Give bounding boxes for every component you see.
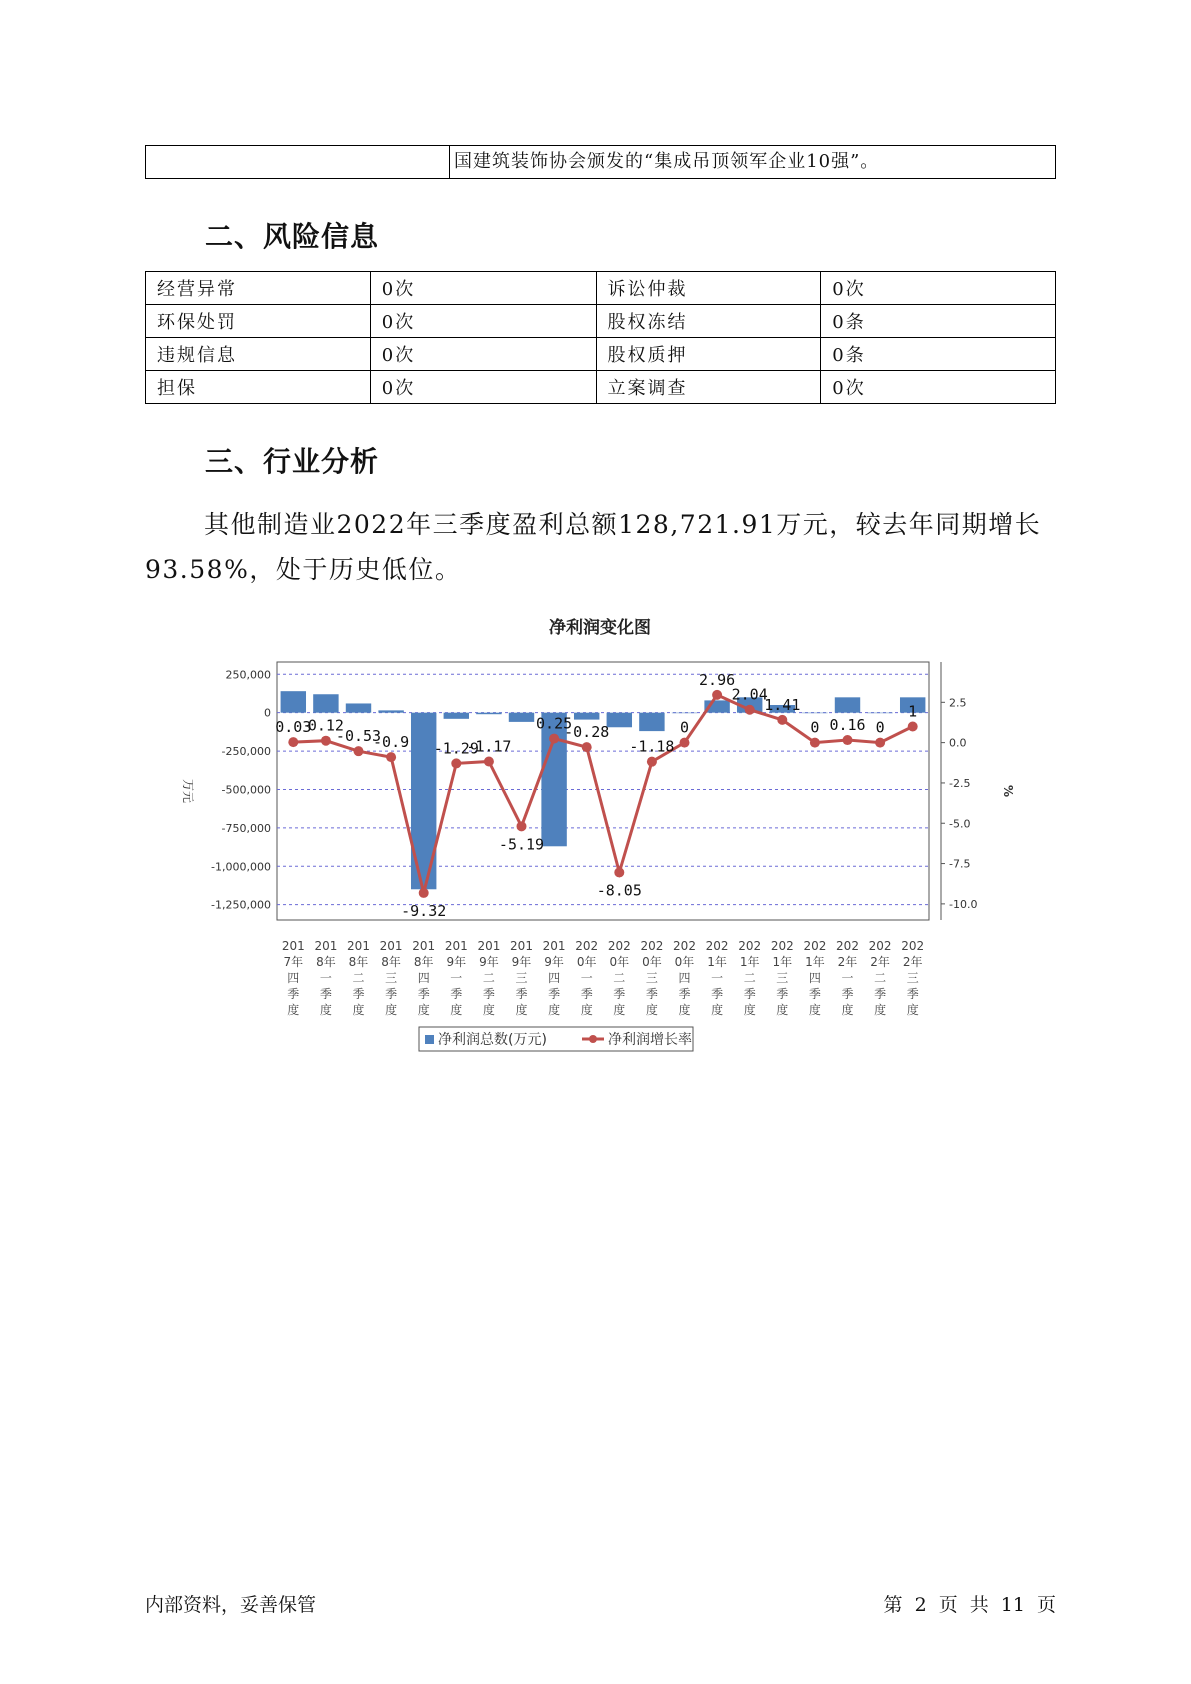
category-tick-label: 201 xyxy=(444,939,468,953)
risk-value: 0条 xyxy=(821,305,1056,338)
risk-section-heading: 二、风险信息 xyxy=(205,220,380,253)
category-tick-label: 度 xyxy=(515,1003,528,1017)
category-tick-label: 度 xyxy=(580,1003,593,1017)
risk-value: 0次 xyxy=(370,272,596,305)
category-tick-label: 2年 xyxy=(902,955,923,969)
category-tick-label: 度 xyxy=(482,1003,495,1017)
point-data-label: -5.19 xyxy=(498,835,545,854)
risk-table xyxy=(145,271,1056,404)
table-row xyxy=(146,371,1056,404)
bar xyxy=(574,713,599,720)
category-tick-label: 度 xyxy=(678,1003,691,1017)
line-point xyxy=(484,756,494,766)
category-tick-label: 度 xyxy=(417,1003,430,1017)
category-tick-label: 9年 xyxy=(479,955,499,969)
category-tick-label: 201 xyxy=(347,939,370,953)
point-data-label: 2.04 xyxy=(731,685,768,704)
line-point xyxy=(875,738,885,748)
category-tick-label: 202 xyxy=(575,939,599,953)
category-tick-label: 三 xyxy=(385,971,398,985)
category-tick-label: 季 xyxy=(319,987,332,1001)
category-tick-label: 1年 xyxy=(739,955,760,969)
risk-label: 违规信息 xyxy=(146,338,371,371)
category-tick-label: 202 xyxy=(770,939,794,953)
table-row xyxy=(146,305,1056,338)
line-point xyxy=(810,738,820,748)
category-tick-label: 季 xyxy=(874,987,887,1001)
left-tick-label: -750,000 xyxy=(221,821,271,835)
category-tick-label: 202 xyxy=(901,939,925,953)
bar xyxy=(607,713,632,728)
category-tick-label: 1年 xyxy=(805,955,825,969)
line-point xyxy=(288,737,298,747)
category-tick-label: 1年 xyxy=(707,955,727,969)
category-tick-label: 季 xyxy=(450,987,463,1001)
left-tick-label: 0 xyxy=(264,706,271,720)
bar xyxy=(444,713,469,719)
bar xyxy=(541,713,566,847)
category-tick-label: 度 xyxy=(319,1003,332,1017)
category-tick-label: 四 xyxy=(548,971,561,985)
risk-label: 诉讼仲裁 xyxy=(596,272,821,305)
category-tick-label: 8年 xyxy=(381,955,401,969)
risk-label: 经营异常 xyxy=(146,272,371,305)
industry-paragraph: 其他制造业2022年三季度盈利总额128,721.91万元，较去年同期增长93.58%，处于历史低位。 xyxy=(145,510,1042,584)
point-data-label: 1 xyxy=(908,702,918,721)
category-tick-label: 9年 xyxy=(544,955,564,969)
category-tick-label: 度 xyxy=(841,1003,854,1017)
category-tick-label: 二 xyxy=(613,971,626,985)
line-point xyxy=(680,738,690,748)
category-tick-label: 度 xyxy=(645,1003,658,1017)
legend-line-label: 净利润增长率 xyxy=(608,1032,692,1048)
line-point xyxy=(451,758,461,768)
bar xyxy=(313,694,338,712)
category-tick-label: 季 xyxy=(776,987,789,1001)
point-data-label: 0.25 xyxy=(536,714,573,733)
left-tick-label: -500,000 xyxy=(221,783,271,797)
line-point xyxy=(745,705,755,715)
bar xyxy=(346,703,371,712)
top-table-right-cell: 国建筑装饰协会颁发的“集成吊顶领军企业10强”。 xyxy=(454,151,880,172)
risk-value: 0次 xyxy=(370,338,596,371)
point-data-label: -0.28 xyxy=(564,723,610,742)
category-tick-label: 季 xyxy=(580,987,593,1001)
legend-bar-label: 净利润总数(万元) xyxy=(438,1032,547,1048)
line-point xyxy=(386,752,396,762)
industry-section-heading: 三、行业分析 xyxy=(205,445,380,478)
line-point xyxy=(517,821,527,831)
category-tick-label: 度 xyxy=(776,1003,789,1017)
point-data-label: 0 xyxy=(810,718,820,737)
category-tick-label: 季 xyxy=(678,987,691,1001)
category-tick-label: 9年 xyxy=(511,955,532,969)
left-tick-label: -1,000,000 xyxy=(211,860,271,874)
left-tick-label: -1,250,000 xyxy=(211,898,271,912)
category-tick-label: 四 xyxy=(808,971,821,985)
line-point xyxy=(908,722,918,732)
category-tick-label: 201 xyxy=(379,939,403,953)
top-table-left-cell xyxy=(146,146,450,178)
risk-value: 0次 xyxy=(821,272,1056,305)
category-tick-label: 202 xyxy=(803,939,827,953)
right-axis-label: % xyxy=(1001,784,1015,798)
category-tick-label: 度 xyxy=(450,1003,463,1017)
left-axis-label: 万元 xyxy=(181,778,195,804)
category-tick-label: 二 xyxy=(743,971,756,985)
line-point xyxy=(354,746,364,756)
right-tick-label: -10.0 xyxy=(949,897,978,911)
category-tick-label: 季 xyxy=(906,987,919,1001)
category-tick-label: 201 xyxy=(510,939,533,953)
category-tick-label: 度 xyxy=(906,1003,919,1017)
category-tick-label: 三 xyxy=(776,971,789,985)
risk-value: 0次 xyxy=(370,371,596,404)
category-tick-label: 2年 xyxy=(837,955,858,969)
category-tick-label: 季 xyxy=(352,987,365,1001)
category-tick-label: 201 xyxy=(542,939,566,953)
point-data-label: 0 xyxy=(875,718,885,737)
point-data-label: 0 xyxy=(679,718,690,737)
category-tick-label: 0年 xyxy=(642,955,662,969)
chart-title: 净利润变化图 xyxy=(549,618,651,638)
bar xyxy=(509,713,534,722)
point-data-label: -1.29 xyxy=(433,739,479,758)
bar xyxy=(281,691,306,713)
category-tick-label: 四 xyxy=(287,971,300,985)
category-tick-label: 三 xyxy=(515,971,528,985)
category-tick-label: 一 xyxy=(711,971,724,985)
category-tick-label: 季 xyxy=(548,987,561,1001)
category-tick-label: 度 xyxy=(352,1003,365,1017)
risk-label: 担保 xyxy=(146,371,371,404)
category-tick-label: 202 xyxy=(738,939,762,953)
point-data-label: -0.53 xyxy=(335,727,382,746)
category-tick-label: 二 xyxy=(482,971,495,985)
line-point xyxy=(419,888,429,898)
point-data-label: 0.16 xyxy=(829,716,866,735)
category-tick-label: 度 xyxy=(874,1003,887,1017)
category-tick-label: 季 xyxy=(515,987,528,1001)
category-tick-label: 季 xyxy=(287,987,300,1001)
bar xyxy=(672,713,697,714)
category-tick-label: 一 xyxy=(841,971,854,985)
category-tick-label: 一 xyxy=(450,971,463,985)
legend-line-marker xyxy=(589,1035,597,1043)
category-tick-label: 202 xyxy=(673,939,696,953)
left-tick-label: -250,000 xyxy=(221,745,271,759)
footer-confidential: 内部资料，妥善保管 xyxy=(145,1594,317,1616)
risk-label: 股权冻结 xyxy=(596,305,821,338)
category-tick-label: 201 xyxy=(281,939,305,953)
risk-label: 股权质押 xyxy=(596,338,821,371)
category-tick-label: 季 xyxy=(645,987,658,1001)
point-data-label: 2.96 xyxy=(699,670,736,689)
footer-page-number: 第 2 页 共 11 页 xyxy=(883,1594,1056,1616)
category-tick-label: 四 xyxy=(678,971,691,985)
category-tick-label: 季 xyxy=(613,987,626,1001)
bar xyxy=(476,713,501,715)
risk-value: 0条 xyxy=(821,338,1056,371)
category-tick-label: 季 xyxy=(808,987,821,1001)
line-point xyxy=(777,715,787,725)
right-tick-label: -5.0 xyxy=(949,817,971,831)
left-tick-label: 250,000 xyxy=(225,668,271,682)
category-tick-label: 季 xyxy=(711,987,724,1001)
category-tick-label: 二 xyxy=(352,971,365,985)
category-tick-label: 三 xyxy=(645,971,658,985)
table-row xyxy=(146,338,1056,371)
category-tick-label: 三 xyxy=(906,971,919,985)
category-tick-label: 7年 xyxy=(283,955,304,969)
line-point xyxy=(321,736,331,746)
category-tick-label: 202 xyxy=(868,939,892,953)
right-tick-label: -2.5 xyxy=(949,776,971,790)
category-tick-label: 度 xyxy=(808,1003,821,1017)
legend-bar-swatch xyxy=(425,1035,434,1044)
category-tick-label: 202 xyxy=(607,939,631,953)
category-tick-label: 度 xyxy=(548,1003,561,1017)
line-point xyxy=(549,734,559,744)
table-row xyxy=(146,272,1056,305)
bar xyxy=(802,713,827,714)
bar xyxy=(835,697,860,712)
risk-label: 环保处罚 xyxy=(146,305,371,338)
point-data-label: -8.05 xyxy=(596,881,642,900)
line-point xyxy=(712,690,722,700)
category-tick-label: 9年 xyxy=(446,955,467,969)
net-profit-chart xyxy=(170,615,1015,1075)
point-data-label: 1.41 xyxy=(764,695,801,714)
point-data-label: 0.03 xyxy=(275,718,312,737)
bar xyxy=(378,710,403,712)
category-tick-label: 201 xyxy=(314,939,338,953)
category-tick-label: 0年 xyxy=(576,955,597,969)
right-tick-label: 0.0 xyxy=(949,736,967,750)
category-tick-label: 2年 xyxy=(870,955,890,969)
category-tick-label: 季 xyxy=(417,987,430,1001)
category-tick-label: 度 xyxy=(613,1003,626,1017)
category-tick-label: 度 xyxy=(385,1003,398,1017)
line-point xyxy=(647,757,657,767)
line-point xyxy=(843,735,853,745)
right-tick-label: 2.5 xyxy=(949,696,967,710)
point-data-label: -1.17 xyxy=(466,737,512,756)
category-tick-label: 8年 xyxy=(348,955,369,969)
category-tick-label: 一 xyxy=(319,971,332,985)
category-tick-label: 季 xyxy=(743,987,756,1001)
point-data-label: -0.9 xyxy=(373,733,410,752)
point-data-label: 0.12 xyxy=(307,716,344,735)
category-tick-label: 二 xyxy=(874,971,887,985)
category-tick-label: 201 xyxy=(477,939,501,953)
category-tick-label: 201 xyxy=(412,939,436,953)
line-point xyxy=(614,867,624,877)
category-tick-label: 0年 xyxy=(609,955,630,969)
category-tick-label: 202 xyxy=(705,939,729,953)
category-tick-label: 度 xyxy=(287,1003,300,1017)
category-tick-label: 季 xyxy=(841,987,854,1001)
category-tick-label: 一 xyxy=(580,971,593,985)
category-tick-label: 度 xyxy=(711,1003,724,1017)
risk-label: 立案调查 xyxy=(596,371,821,404)
category-tick-label: 8年 xyxy=(316,955,336,969)
category-tick-label: 度 xyxy=(743,1003,756,1017)
category-tick-label: 季 xyxy=(385,987,398,1001)
point-data-label: -9.32 xyxy=(401,901,447,920)
risk-value: 0次 xyxy=(821,371,1056,404)
category-tick-label: 8年 xyxy=(413,955,434,969)
risk-value: 0次 xyxy=(370,305,596,338)
point-data-label: -1.18 xyxy=(629,737,675,756)
bar xyxy=(867,713,892,714)
category-tick-label: 季 xyxy=(482,987,495,1001)
top-table-row xyxy=(145,145,1056,179)
category-tick-label: 202 xyxy=(640,939,664,953)
category-tick-label: 0年 xyxy=(674,955,695,969)
bar xyxy=(639,713,664,731)
line-point xyxy=(582,742,592,752)
right-tick-label: -7.5 xyxy=(949,857,971,871)
category-tick-label: 四 xyxy=(417,971,430,985)
category-tick-label: 1年 xyxy=(772,955,793,969)
category-tick-label: 202 xyxy=(836,939,859,953)
